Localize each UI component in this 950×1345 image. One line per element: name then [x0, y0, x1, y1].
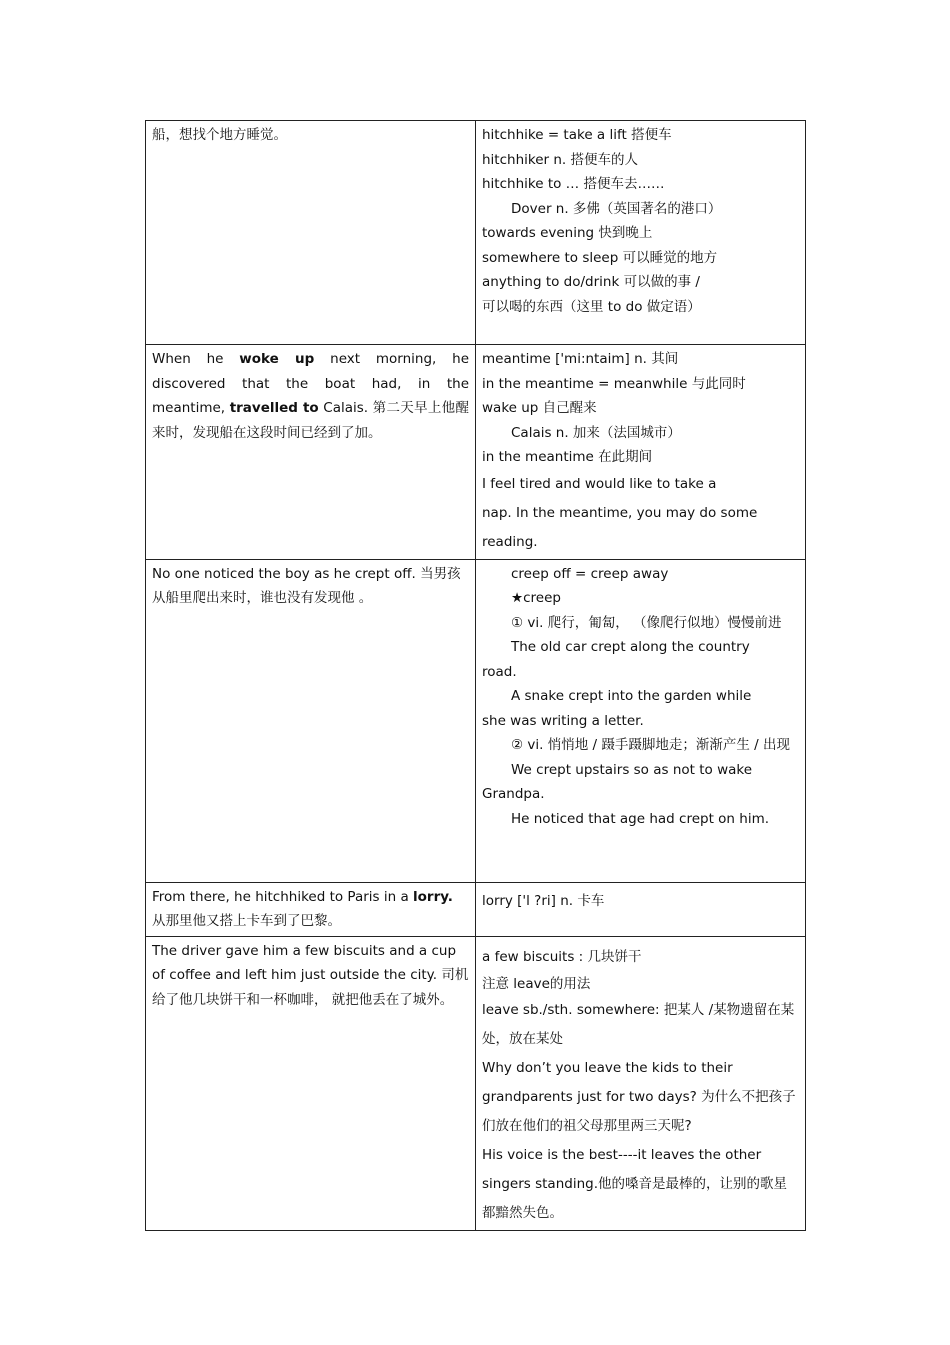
table-row — [146, 121, 806, 345]
vocabulary-table — [145, 120, 806, 1231]
notes-cell — [476, 882, 806, 936]
sentence-cell — [146, 345, 476, 560]
sentence-cell — [146, 121, 476, 345]
note-line: she was writing a letter. — [482, 712, 644, 729]
sentence-text: No one noticed the boy as he crept off. 当男孩从船里爬出来时，谁也没有发现他 。 — [152, 565, 461, 606]
note-line: creep off = creep away — [511, 565, 669, 582]
note-line: The old car crept along the country — [511, 639, 750, 655]
sentence-fragment: next morning, he discovered that the boat had, in the meantime, — [152, 351, 469, 416]
note-line: singers standing.他的嗓音是最棒的，让别的歌星都黯然失色。 — [482, 1176, 787, 1221]
notes-cell — [476, 559, 806, 882]
notes-cell — [476, 936, 806, 1231]
note-line: 注意 leave的用法 — [482, 975, 591, 992]
note-line: Calais n. 加来（法国城市） — [511, 424, 681, 441]
note-line: hitchhike to … 搭便车去…… — [482, 176, 665, 192]
note-line: in the meantime 在此期间 — [482, 449, 653, 465]
key-phrase: travelled to — [229, 400, 319, 416]
note-line: hitchhike = take a lift 搭便车 — [482, 127, 672, 143]
note-line: Why don’t you leave the kids to their — [482, 1060, 733, 1076]
note-line: leave sb./sth. somewhere: 把某人 /某物遗留在某处，放在某处 — [482, 1002, 795, 1047]
sentence-cell — [146, 559, 476, 882]
key-phrase: woke up — [239, 351, 315, 367]
note-line: meantime ['mi:ntaim] n. 其间 — [482, 351, 679, 367]
note-line: road. — [482, 663, 517, 680]
note-line: hitchhiker n. 搭便车的人 — [482, 151, 639, 168]
note-line: grandparents just for two days? 为什么不把孩子们放在他们的祖父母那里两三天呢? — [482, 1089, 796, 1134]
note-line: 可以喝的东西（这里 to do 做定语） — [482, 298, 701, 315]
table-row — [146, 882, 806, 936]
sentence-cell — [146, 882, 476, 936]
note-line: ② vi. 悄悄地 / 蹑手蹑脚地走；渐渐产生 / 出现 — [511, 737, 790, 753]
notes-cell — [476, 121, 806, 345]
note-line: A snake crept into the garden while — [511, 688, 752, 704]
note-line: a few biscuits : 几块饼干 — [482, 948, 642, 965]
sentence-text — [152, 885, 469, 910]
note-line: wake up 自己醒来 — [482, 400, 597, 416]
sentence-fragment: When he — [152, 351, 240, 367]
note-line: ① vi. 爬行，匍匐， （像爬行似地）慢慢前进 — [511, 614, 782, 631]
sentence-fragment: From there, he hitchhiked to Paris in a — [152, 888, 414, 905]
note-line: We crept upstairs so as not to wake — [511, 761, 753, 778]
note-line: Grandpa. — [482, 786, 545, 802]
sentence-text — [152, 347, 469, 445]
sentence-translation: 从那里他又搭上卡车到了巴黎。 — [152, 913, 341, 929]
note-line: in the meantime = meanwhile 与此同时 — [482, 375, 746, 392]
sentence-fragment: Calais. 第二天早上他醒来时，发现船在这段时间已经到了加。 — [152, 400, 469, 441]
note-line: somewhere to sleep 可以睡觉的地方 — [482, 249, 718, 266]
note-line: His voice is the best----it leaves the other — [482, 1147, 762, 1163]
sentence-text: 船，想找个地方睡觉。 — [152, 127, 287, 143]
sentence-cell — [146, 936, 476, 1231]
note-line: reading. — [482, 533, 538, 550]
note-line: ★creep — [511, 590, 561, 606]
table-row — [146, 936, 806, 1231]
table-row — [146, 345, 806, 560]
note-line: nap. In the meantime, you may do some — [482, 504, 758, 521]
note-line: I feel tired and would like to take a — [482, 475, 717, 492]
note-line: towards evening 快到晚上 — [482, 225, 653, 241]
key-phrase: lorry. — [413, 888, 453, 905]
note-line: lorry ['l ?ri] n. 卡车 — [482, 892, 605, 909]
note-line: anything to do/drink 可以做的事 / — [482, 274, 700, 290]
note-line: Dover n. 多佛（英国著名的港口） — [511, 200, 722, 217]
notes-cell — [476, 345, 806, 560]
note-line: He noticed that age had crept on him. — [511, 810, 770, 827]
sentence-text: The driver gave him a few biscuits and a cup of coffee and left him just outside the city. 司机给了他几块饼干和一杯咖啡， 就把他丢在了城外。 — [152, 942, 469, 1008]
table-row — [146, 559, 806, 882]
